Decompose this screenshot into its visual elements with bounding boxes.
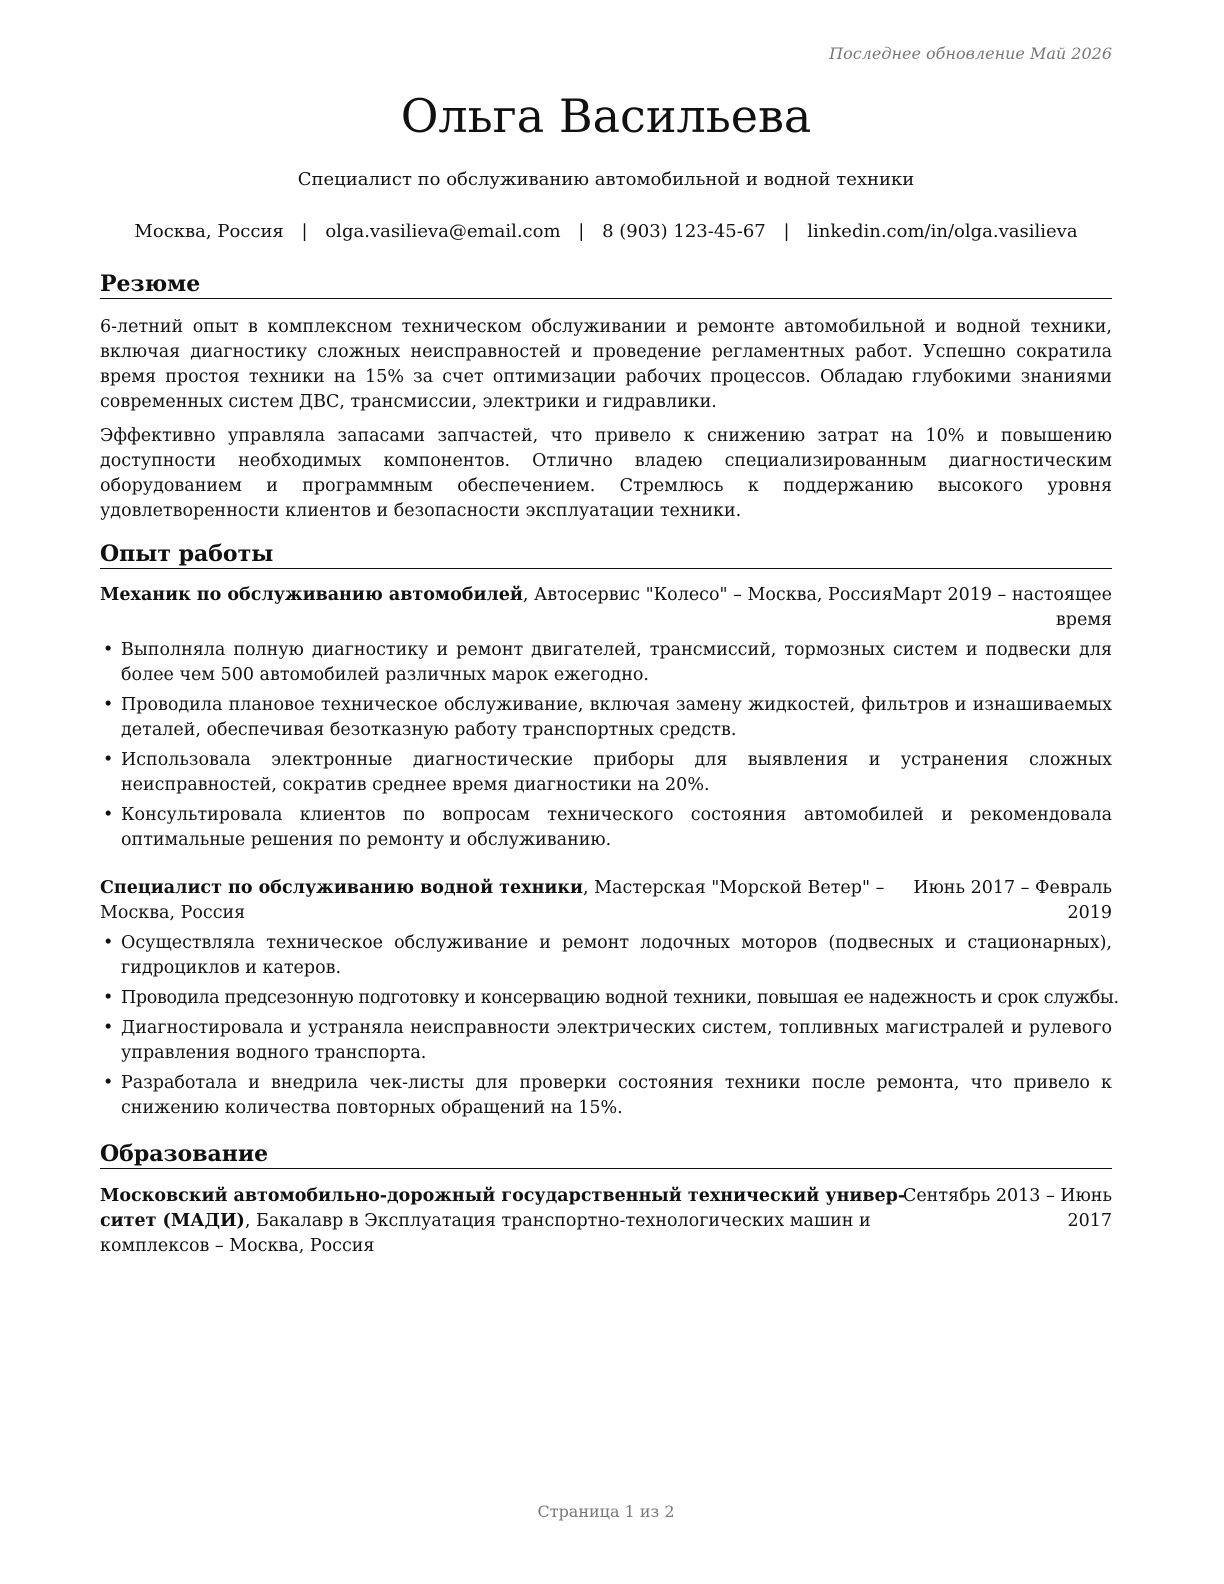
summary-paragraph: 6-летний опыт в комплексном техническом обслуживании и ремонте автомобильной и водной техники, включая диагностику сложных неисправностей и проведение регламентных работ. Успешно сократила время простоя техники на 15% за счет оптимизации рабочих процессов. Обладаю глубокими знаниями современных систем ДВС, трансмиссии, электрики и гидравлики. [100,317,1112,412]
bullet-text: Выполняла полную диагностику и ремонт двигателей, трансмиссий, тормозных систем и подвески для более чем 500 автомобилей различных марок ежегодно. [121,640,1112,685]
contact-linkedin[interactable]: linkedin.com/in/olga.vasilieva [807,221,1078,242]
summary-paragraph: Эффективно управляла запасами запчастей, что привело к снижению затрат на 10% и повышению доступности необходимых компонентов. Отлично владею специализированным диагностическим оборудованием и программным обеспечением. Стремлюсь к поддержанию высокого уровня удовлетворенности клиентов и безопасности эксплуатации техники. [100,426,1112,521]
job-org: , Мастерская "Морской Ветер" – [583,878,885,898]
job-dates: Июнь 2017 – Февраль [913,878,1112,898]
job-org: , Автосервис "Колесо" – Москва, Россия [522,585,893,605]
candidate-subtitle: Специалист по обслуживанию автомобильной и водной техники [297,169,915,190]
job-bullets [100,931,1119,1126]
page-number: Страница 1 из 2 [537,1502,675,1521]
bullet-text: Проводила плановое техническое обслуживание, включая замену жидкостей, фильтров и изнашиваемых деталей, обеспечивая безотказную работу транспортных средств. [121,695,1112,740]
last-updated: Последнее обновление Май 2026 [829,44,1112,63]
section-title-summary: Резюме [100,270,1112,299]
list-item [100,931,1112,981]
candidate-name: Ольга Васильева [400,89,812,143]
bullet-text: Проводила предсезонную подготовку и консервацию водной техники, повышая ее надежность и срок службы. [121,988,1119,1008]
education-dates: 2017 [1067,1211,1112,1231]
job-dates: 2019 [1067,903,1112,923]
bullet-dot: • [103,1018,114,1038]
job-role: Специалист по обслуживанию водной техники [100,878,583,898]
list-item [100,638,1112,688]
section-title-experience: Опыт работы [100,540,1112,569]
bullet-dot: • [103,988,113,1008]
bullet-text: Осуществляла техническое обслуживание и ремонт лодочных моторов (подвесных и стационарных), гидроциклов и катеров. [121,933,1112,978]
job-role: Механик по обслуживанию автомобилей [100,585,523,605]
bullet-text: Использовала электронные диагностические приборы для выявления и устранения сложных неисправностей, сократив среднее время диагностики на 20%. [121,750,1112,795]
degree: комплексов – Москва, Россия [100,1236,375,1256]
bullet-text: Диагностировала и устраняла неисправности электрических систем, топливных магистралей и рулевого управления водного транспорта. [121,1018,1112,1063]
list-item [100,803,1112,853]
contact-line [100,220,1112,244]
job-header [100,876,1112,926]
list-item [100,1071,1112,1121]
education-dates: Сентябрь 2013 – Июнь [902,1186,1112,1206]
bullet-dot: • [103,933,114,953]
contact-separator: | [301,221,308,242]
job-dates: время [1055,610,1112,630]
bullet-dot: • [103,805,114,825]
section-title-education: Образование [100,1140,1112,1169]
contact-separator: | [578,221,585,242]
job-location: Москва, Россия [100,903,246,923]
job-dates: Март 2019 – настоящее [892,585,1112,605]
list-item [100,693,1112,743]
contact-separator: | [783,221,790,242]
degree: , Бакалавр в Эксплуатация транспортно-технологических машин и [244,1211,871,1231]
list-item [100,986,1119,1011]
job-bullets [100,638,1112,858]
resume-page [100,0,1119,1584]
bullet-text: Разработала и внедрила чек-листы для проверки состояния техники после ремонта, что привело к снижению количества повторных обращений на 15%. [121,1073,1112,1118]
bullet-text: Консультировала клиентов по вопросам технического состояния автомобилей и рекомендовала оптимальные решения по ремонту и обслуживанию. [121,805,1112,850]
contact-location: Москва, Россия [134,221,284,242]
bullet-dot: • [103,1073,114,1093]
list-item [100,748,1112,798]
education-entry [100,1184,1112,1259]
contact-phone[interactable]: 8 (903) 123-45-67 [602,221,766,242]
bullet-dot: • [103,640,114,660]
contact-email[interactable]: olga.vasilieva@email.com [325,221,561,242]
job-header [100,583,1112,633]
school-name: Московский автомобильно-дорожный государственный технический универ- [100,1186,906,1206]
bullet-dot: • [103,695,114,715]
school-name: ситет (МАДИ) [100,1211,245,1231]
bullet-dot: • [103,750,114,770]
list-item [100,1016,1112,1066]
